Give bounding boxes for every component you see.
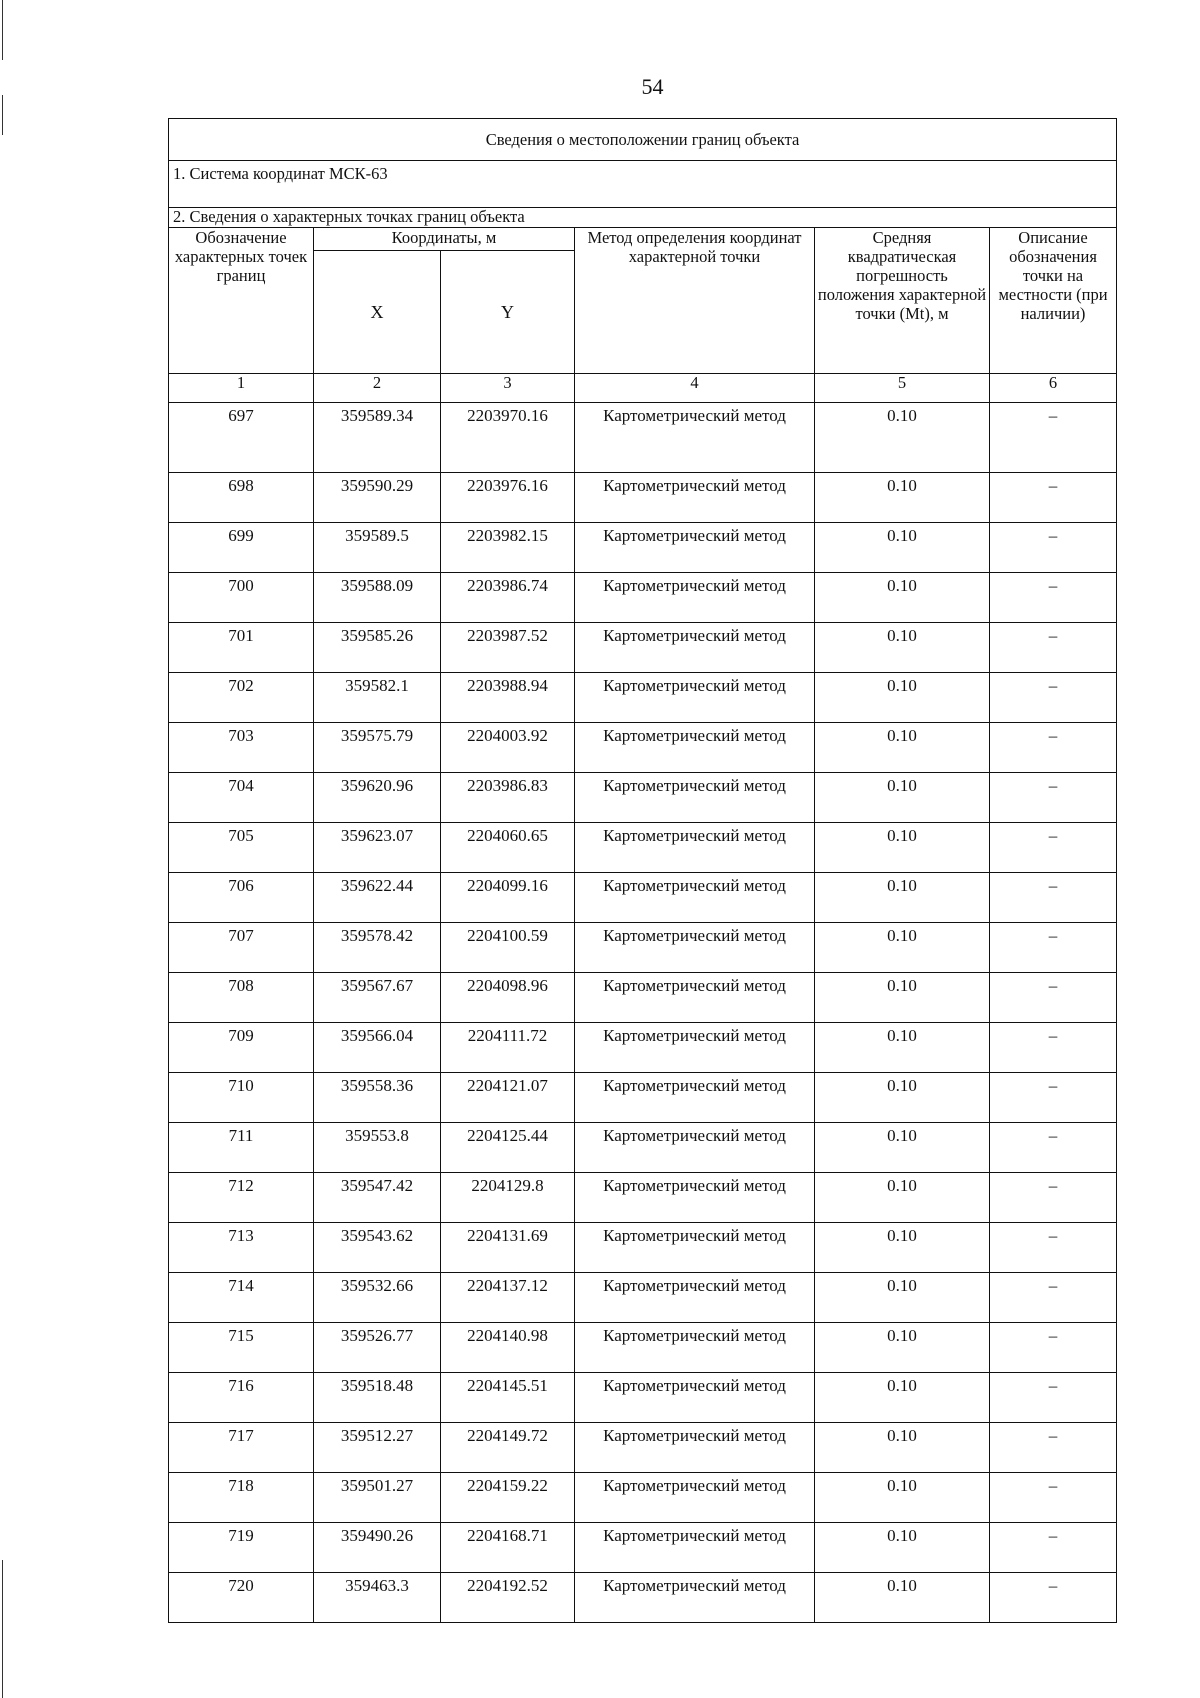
method-cell: Картометрический метод — [575, 1572, 815, 1622]
error-cell: 0.10 — [815, 1572, 990, 1622]
column-number: 6 — [990, 373, 1117, 402]
table-row — [169, 822, 1117, 872]
error-cell: 0.10 — [815, 772, 990, 822]
method-cell: Картометрический метод — [575, 822, 815, 872]
method-cell: Картометрический метод — [575, 1222, 815, 1272]
point-cell: 707 — [169, 922, 314, 972]
y-coordinate-cell: 2204168.71 — [441, 1522, 575, 1572]
description-cell: – — [990, 722, 1117, 772]
column-number: 2 — [314, 373, 441, 402]
error-cell: 0.10 — [815, 1372, 990, 1422]
header-designation: Обозначение характерных точек границ — [169, 227, 314, 373]
x-coordinate-cell: 359589.34 — [314, 402, 441, 472]
description-cell: – — [990, 402, 1117, 472]
error-cell: 0.10 — [815, 572, 990, 622]
table-row — [169, 722, 1117, 772]
x-coordinate-cell: 359490.26 — [314, 1522, 441, 1572]
points-section-title: 2. Сведения о характерных точках границ объекта — [169, 208, 1117, 228]
table-row — [169, 622, 1117, 672]
y-coordinate-cell: 2204192.52 — [441, 1572, 575, 1622]
point-cell: 711 — [169, 1122, 314, 1172]
error-cell: 0.10 — [815, 822, 990, 872]
x-coordinate-cell: 359543.62 — [314, 1222, 441, 1272]
y-coordinate-cell: 2204100.59 — [441, 922, 575, 972]
header-x: X — [314, 250, 441, 373]
table-row — [169, 872, 1117, 922]
description-cell: – — [990, 1122, 1117, 1172]
y-coordinate-cell: 2204137.12 — [441, 1272, 575, 1322]
point-cell: 697 — [169, 402, 314, 472]
point-cell: 715 — [169, 1322, 314, 1372]
error-cell: 0.10 — [815, 972, 990, 1022]
coordinate-system: 1. Система координат МСК-63 — [169, 161, 1117, 208]
point-cell: 719 — [169, 1522, 314, 1572]
method-cell: Картометрический метод — [575, 972, 815, 1022]
error-cell: 0.10 — [815, 922, 990, 972]
description-cell: – — [990, 772, 1117, 822]
description-cell: – — [990, 1372, 1117, 1422]
point-cell: 705 — [169, 822, 314, 872]
x-coordinate-cell: 359558.36 — [314, 1072, 441, 1122]
table-row — [169, 1522, 1117, 1572]
method-cell: Картометрический метод — [575, 1422, 815, 1472]
table-row — [169, 572, 1117, 622]
x-coordinate-cell: 359512.27 — [314, 1422, 441, 1472]
y-coordinate-cell: 2204060.65 — [441, 822, 575, 872]
x-coordinate-cell: 359463.3 — [314, 1572, 441, 1622]
method-cell: Картометрический метод — [575, 1522, 815, 1572]
method-cell: Картометрический метод — [575, 722, 815, 772]
x-coordinate-cell: 359553.8 — [314, 1122, 441, 1172]
description-cell: – — [990, 1322, 1117, 1372]
point-cell: 704 — [169, 772, 314, 822]
point-cell: 699 — [169, 522, 314, 572]
table-row — [169, 1022, 1117, 1072]
description-cell: – — [990, 472, 1117, 522]
error-cell: 0.10 — [815, 402, 990, 472]
y-coordinate-cell: 2203988.94 — [441, 672, 575, 722]
description-cell: – — [990, 872, 1117, 922]
table-row — [169, 672, 1117, 722]
column-number: 1 — [169, 373, 314, 402]
scan-edge-mark — [2, 1560, 3, 1698]
y-coordinate-cell: 2203987.52 — [441, 622, 575, 672]
error-cell: 0.10 — [815, 1072, 990, 1122]
x-coordinate-cell: 359567.67 — [314, 972, 441, 1022]
point-cell: 702 — [169, 672, 314, 722]
method-cell: Картометрический метод — [575, 1372, 815, 1422]
y-coordinate-cell: 2204140.98 — [441, 1322, 575, 1372]
table-row — [169, 1422, 1117, 1472]
method-cell: Картометрический метод — [575, 472, 815, 522]
x-coordinate-cell: 359501.27 — [314, 1472, 441, 1522]
y-coordinate-cell: 2203986.83 — [441, 772, 575, 822]
error-cell: 0.10 — [815, 722, 990, 772]
error-cell: 0.10 — [815, 1422, 990, 1472]
point-cell: 709 — [169, 1022, 314, 1072]
point-cell: 708 — [169, 972, 314, 1022]
y-coordinate-cell: 2204098.96 — [441, 972, 575, 1022]
table-row — [169, 922, 1117, 972]
y-coordinate-cell: 2204145.51 — [441, 1372, 575, 1422]
method-cell: Картометрический метод — [575, 672, 815, 722]
error-cell: 0.10 — [815, 1522, 990, 1572]
point-cell: 714 — [169, 1272, 314, 1322]
error-cell: 0.10 — [815, 522, 990, 572]
error-cell: 0.10 — [815, 1472, 990, 1522]
scan-edge-mark — [2, 0, 3, 60]
point-cell: 720 — [169, 1572, 314, 1622]
description-cell: – — [990, 1272, 1117, 1322]
table-row — [169, 1072, 1117, 1122]
method-cell: Картометрический метод — [575, 622, 815, 672]
point-cell: 713 — [169, 1222, 314, 1272]
x-coordinate-cell: 359590.29 — [314, 472, 441, 522]
description-cell: – — [990, 672, 1117, 722]
y-coordinate-cell: 2204159.22 — [441, 1472, 575, 1522]
table-row — [169, 1322, 1117, 1372]
method-cell: Картометрический метод — [575, 1022, 815, 1072]
y-coordinate-cell: 2203982.15 — [441, 522, 575, 572]
method-cell: Картометрический метод — [575, 1472, 815, 1522]
page-number: 54 — [641, 74, 664, 99]
method-cell: Картометрический метод — [575, 522, 815, 572]
description-cell: – — [990, 922, 1117, 972]
y-coordinate-cell: 2204111.72 — [441, 1022, 575, 1072]
error-cell: 0.10 — [815, 1172, 990, 1222]
table-caption: Сведения о местоположении границ объекта — [169, 119, 1117, 161]
y-coordinate-cell: 2203986.74 — [441, 572, 575, 622]
column-number: 3 — [441, 373, 575, 402]
table-row — [169, 1172, 1117, 1222]
x-coordinate-cell: 359566.04 — [314, 1022, 441, 1072]
header-coordinates: Координаты, м — [314, 227, 575, 250]
error-cell: 0.10 — [815, 1122, 990, 1172]
table-row — [169, 1372, 1117, 1422]
x-coordinate-cell: 359526.77 — [314, 1322, 441, 1372]
y-coordinate-cell: 2204125.44 — [441, 1122, 575, 1172]
point-cell: 698 — [169, 472, 314, 522]
x-coordinate-cell: 359547.42 — [314, 1172, 441, 1222]
description-cell: – — [990, 1022, 1117, 1072]
method-cell: Картометрический метод — [575, 1122, 815, 1172]
description-cell: – — [990, 1072, 1117, 1122]
description-cell: – — [990, 1472, 1117, 1522]
x-coordinate-cell: 359620.96 — [314, 772, 441, 822]
error-cell: 0.10 — [815, 472, 990, 522]
point-cell: 716 — [169, 1372, 314, 1422]
method-cell: Картометрический метод — [575, 572, 815, 622]
y-coordinate-cell: 2204131.69 — [441, 1222, 575, 1272]
header-y: Y — [441, 250, 575, 373]
column-number: 5 — [815, 373, 990, 402]
method-cell: Картометрический метод — [575, 872, 815, 922]
method-cell: Картометрический метод — [575, 1272, 815, 1322]
x-coordinate-cell: 359578.42 — [314, 922, 441, 972]
x-coordinate-cell: 359588.09 — [314, 572, 441, 622]
y-coordinate-cell: 2203976.16 — [441, 472, 575, 522]
error-cell: 0.10 — [815, 872, 990, 922]
method-cell: Картометрический метод — [575, 1172, 815, 1222]
x-coordinate-cell: 359532.66 — [314, 1272, 441, 1322]
description-cell: – — [990, 972, 1117, 1022]
method-cell: Картометрический метод — [575, 1072, 815, 1122]
y-coordinate-cell: 2203970.16 — [441, 402, 575, 472]
point-cell: 703 — [169, 722, 314, 772]
point-cell: 710 — [169, 1072, 314, 1122]
table-row — [169, 1122, 1117, 1172]
y-coordinate-cell: 2204003.92 — [441, 722, 575, 772]
description-cell: – — [990, 522, 1117, 572]
error-cell: 0.10 — [815, 622, 990, 672]
description-cell: – — [990, 622, 1117, 672]
method-cell: Картометрический метод — [575, 772, 815, 822]
point-cell: 701 — [169, 622, 314, 672]
error-cell: 0.10 — [815, 1322, 990, 1372]
x-coordinate-cell: 359575.79 — [314, 722, 441, 772]
method-cell: Картометрический метод — [575, 1322, 815, 1372]
error-cell: 0.10 — [815, 1022, 990, 1072]
point-cell: 706 — [169, 872, 314, 922]
table-row — [169, 402, 1117, 472]
table-row — [169, 1572, 1117, 1622]
table-row — [169, 1472, 1117, 1522]
x-coordinate-cell: 359589.5 — [314, 522, 441, 572]
point-cell: 717 — [169, 1422, 314, 1472]
y-coordinate-cell: 2204121.07 — [441, 1072, 575, 1122]
point-cell: 712 — [169, 1172, 314, 1222]
description-cell: – — [990, 1172, 1117, 1222]
table-row — [169, 1272, 1117, 1322]
method-cell: Картометрический метод — [575, 922, 815, 972]
y-coordinate-cell: 2204099.16 — [441, 872, 575, 922]
description-cell: – — [990, 822, 1117, 872]
error-cell: 0.10 — [815, 672, 990, 722]
table-row — [169, 972, 1117, 1022]
x-coordinate-cell: 359582.1 — [314, 672, 441, 722]
y-coordinate-cell: 2204129.8 — [441, 1172, 575, 1222]
point-cell: 700 — [169, 572, 314, 622]
point-cell: 718 — [169, 1472, 314, 1522]
x-coordinate-cell: 359585.26 — [314, 622, 441, 672]
column-number-row — [169, 373, 1117, 402]
table-row — [169, 472, 1117, 522]
description-cell: – — [990, 1222, 1117, 1272]
scan-edge-mark — [2, 95, 3, 135]
header-description: Описание обозначения точки на местности (при наличии) — [990, 227, 1117, 373]
error-cell: 0.10 — [815, 1272, 990, 1322]
y-coordinate-cell: 2204149.72 — [441, 1422, 575, 1472]
x-coordinate-cell: 359622.44 — [314, 872, 441, 922]
x-coordinate-cell: 359518.48 — [314, 1372, 441, 1422]
table-row — [169, 772, 1117, 822]
description-cell: – — [990, 1522, 1117, 1572]
description-cell: – — [990, 572, 1117, 622]
boundary-points-table — [168, 118, 1117, 1623]
table-row — [169, 522, 1117, 572]
header-method: Метод определения координат характерной точки — [575, 227, 815, 373]
x-coordinate-cell: 359623.07 — [314, 822, 441, 872]
table-row — [169, 1222, 1117, 1272]
header-error: Средняя квадратическая погрешность положения характерной точки (Mt), м — [815, 227, 990, 373]
error-cell: 0.10 — [815, 1222, 990, 1272]
method-cell: Картометрический метод — [575, 402, 815, 472]
column-number: 4 — [575, 373, 815, 402]
description-cell: – — [990, 1572, 1117, 1622]
description-cell: – — [990, 1422, 1117, 1472]
